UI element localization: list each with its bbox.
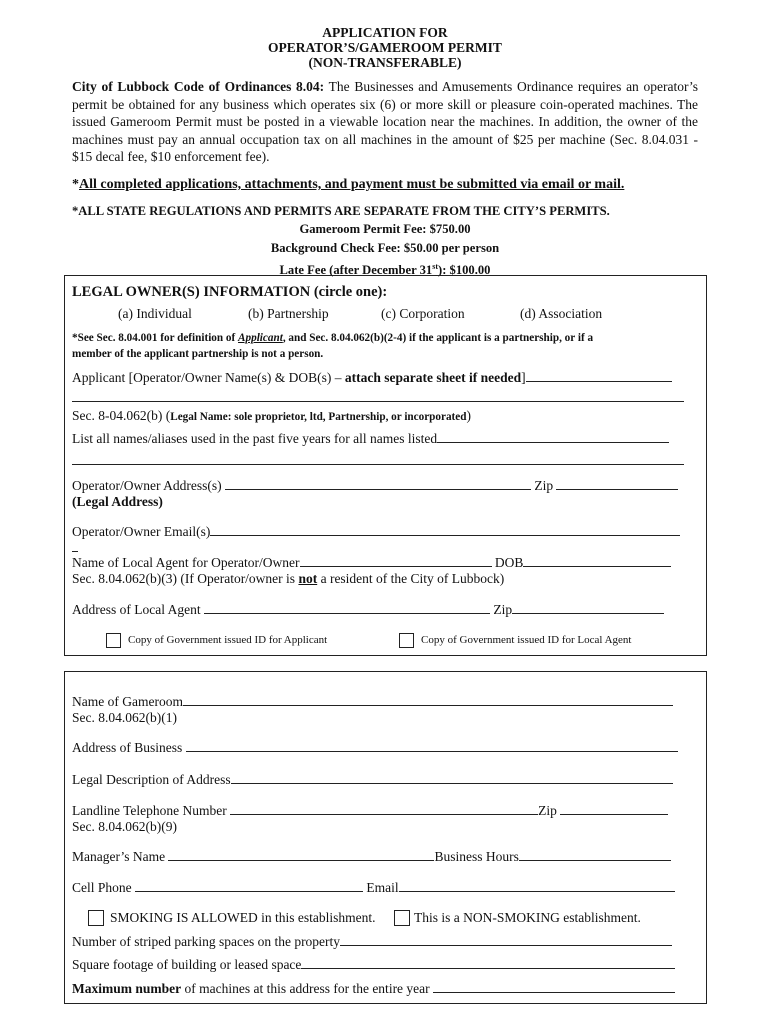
landline-zip-field[interactable] xyxy=(560,803,668,815)
email-continuation xyxy=(72,540,78,556)
applicant-id-checkbox-row: Copy of Government issued ID for Applicant xyxy=(106,632,327,648)
ordinance-reference: City of Lubbock Code of Ordinances 8.04: xyxy=(72,79,325,94)
late-fee: Late Fee (after December 31st): $100.00 xyxy=(279,262,491,278)
smoking-allowed-row: SMOKING IS ALLOWED in this establishment. xyxy=(88,909,376,926)
legal-address-label: (Legal Address) xyxy=(72,494,163,509)
legal-name-note: Sec. 8-04.062(b) (Legal Name: sole proprietor, ltd, Partnership, or incorporated) xyxy=(72,408,471,423)
agent-address-field[interactable] xyxy=(204,602,490,614)
title-line-3: (NON-TRANSFERABLE) xyxy=(308,55,462,70)
owner-email-field[interactable] xyxy=(210,524,680,536)
owner-section-heading: LEGAL OWNER(S) INFORMATION (circle one): xyxy=(72,284,388,300)
business-hours-field[interactable] xyxy=(519,849,671,861)
manager-row: Manager’s Name Business Hours xyxy=(72,849,671,865)
square-footage-field[interactable] xyxy=(301,957,675,969)
non-smoking-row: This is a NON-SMOKING establishment. xyxy=(394,909,641,926)
local-agent-note: Sec. 8.04.062(b)(3) (If Operator/owner is not a resident of the City of Lubbock) xyxy=(72,571,505,586)
local-agent-dob-field[interactable] xyxy=(523,555,671,567)
permit-fee: Gameroom Permit Fee: $750.00 xyxy=(299,222,471,236)
legal-description-field[interactable] xyxy=(231,772,673,784)
aliases-field-2[interactable] xyxy=(72,453,684,465)
business-address-field[interactable] xyxy=(186,740,678,752)
gameroom-name-section: Sec. 8.04.062(b)(1) xyxy=(72,710,177,725)
max-machines-row: Maximum number of machines at this address for the entire year xyxy=(72,981,675,997)
landline-field[interactable] xyxy=(230,803,538,815)
max-machines-field[interactable] xyxy=(433,981,675,993)
intro-paragraph xyxy=(72,78,698,166)
submission-notice: *All completed applications, attachments, and payment must be submitted via email or mail. xyxy=(72,177,625,192)
applicant-name-field-2[interactable] xyxy=(72,390,684,402)
local-agent-name-field[interactable] xyxy=(300,555,492,567)
non-smoking-checkbox[interactable] xyxy=(394,910,410,926)
aliases-row-2 xyxy=(72,453,684,469)
aliases-field[interactable] xyxy=(437,431,669,443)
agent-id-checkbox-row: Copy of Government issued ID for Local Agent xyxy=(399,632,631,648)
agent-zip-field[interactable] xyxy=(512,602,664,614)
intro-body: The Businesses and Amusements Ordinance requires an operator’s permit be obtained for any business which operates six (6) or more skill or pleasure coin-operated machines. The issued Gameroom Permit must be posted in a viewable location near the machines. In addition, the owner of the machines must pay an annual occupation tax on all machines in the amount of $25 per machine (Sec. 8.04.031 - $15 decal fee, $10 enforcement fee). xyxy=(72,79,698,165)
owner-email-row: Operator/Owner Email(s) xyxy=(72,524,680,540)
owner-address-field[interactable] xyxy=(225,478,531,490)
option-corporation[interactable]: (c) Corporation xyxy=(381,306,465,321)
applicant-definition-note: *See Sec. 8.04.001 for definition of Applicant, and Sec. 8.04.062(b)(2-4) if the applicant is a partnership, or if a xyxy=(72,332,594,344)
cell-email-row: Cell Phone Email xyxy=(72,880,675,896)
title-line-2: OPERATOR’S/GAMEROOM PERMIT xyxy=(268,40,502,55)
applicant-name-row: Applicant [Operator/Owner Name(s) & DOB(s) – attach separate sheet if needed] xyxy=(72,370,672,386)
business-address-row: Address of Business xyxy=(72,740,678,756)
cell-phone-field[interactable] xyxy=(135,880,363,892)
applicant-definition-note-2: member of the applicant partnership is not a person. xyxy=(72,348,324,360)
owner-address-row: Operator/Owner Address(s) Zip xyxy=(72,478,678,494)
landline-row: Landline Telephone Number Zip xyxy=(72,803,668,819)
option-individual[interactable]: (a) Individual xyxy=(118,306,192,321)
title-line-1: APPLICATION FOR xyxy=(322,25,448,40)
owner-zip-field[interactable] xyxy=(556,478,678,490)
landline-section: Sec. 8.04.062(b)(9) xyxy=(72,819,177,834)
applicant-id-checkbox[interactable] xyxy=(106,633,121,648)
option-partnership[interactable]: (b) Partnership xyxy=(248,306,329,321)
gameroom-name-row: Name of Gameroom xyxy=(72,694,673,710)
local-agent-row: Name of Local Agent for Operator/Owner DOB xyxy=(72,555,671,571)
gameroom-name-field[interactable] xyxy=(183,694,673,706)
parking-row: Number of striped parking spaces on the property xyxy=(72,934,672,950)
state-regulations-notice: *ALL STATE REGULATIONS AND PERMITS ARE SEPARATE FROM THE CITY’S PERMITS. xyxy=(72,204,610,218)
square-footage-row: Square footage of building or leased space xyxy=(72,957,675,973)
agent-id-checkbox[interactable] xyxy=(399,633,414,648)
aliases-row: List all names/aliases used in the past five years for all names listed xyxy=(72,431,669,447)
background-check-fee: Background Check Fee: $50.00 per person xyxy=(270,241,500,255)
applicant-name-field[interactable] xyxy=(526,370,672,382)
legal-description-row: Legal Description of Address xyxy=(72,772,673,788)
parking-field[interactable] xyxy=(340,934,672,946)
manager-name-field[interactable] xyxy=(168,849,434,861)
applicant-name-row-2 xyxy=(72,390,684,406)
gameroom-email-field[interactable] xyxy=(399,880,675,892)
option-association[interactable]: (d) Association xyxy=(520,306,603,321)
smoking-allowed-checkbox[interactable] xyxy=(88,910,104,926)
agent-address-row: Address of Local Agent Zip xyxy=(72,602,664,618)
